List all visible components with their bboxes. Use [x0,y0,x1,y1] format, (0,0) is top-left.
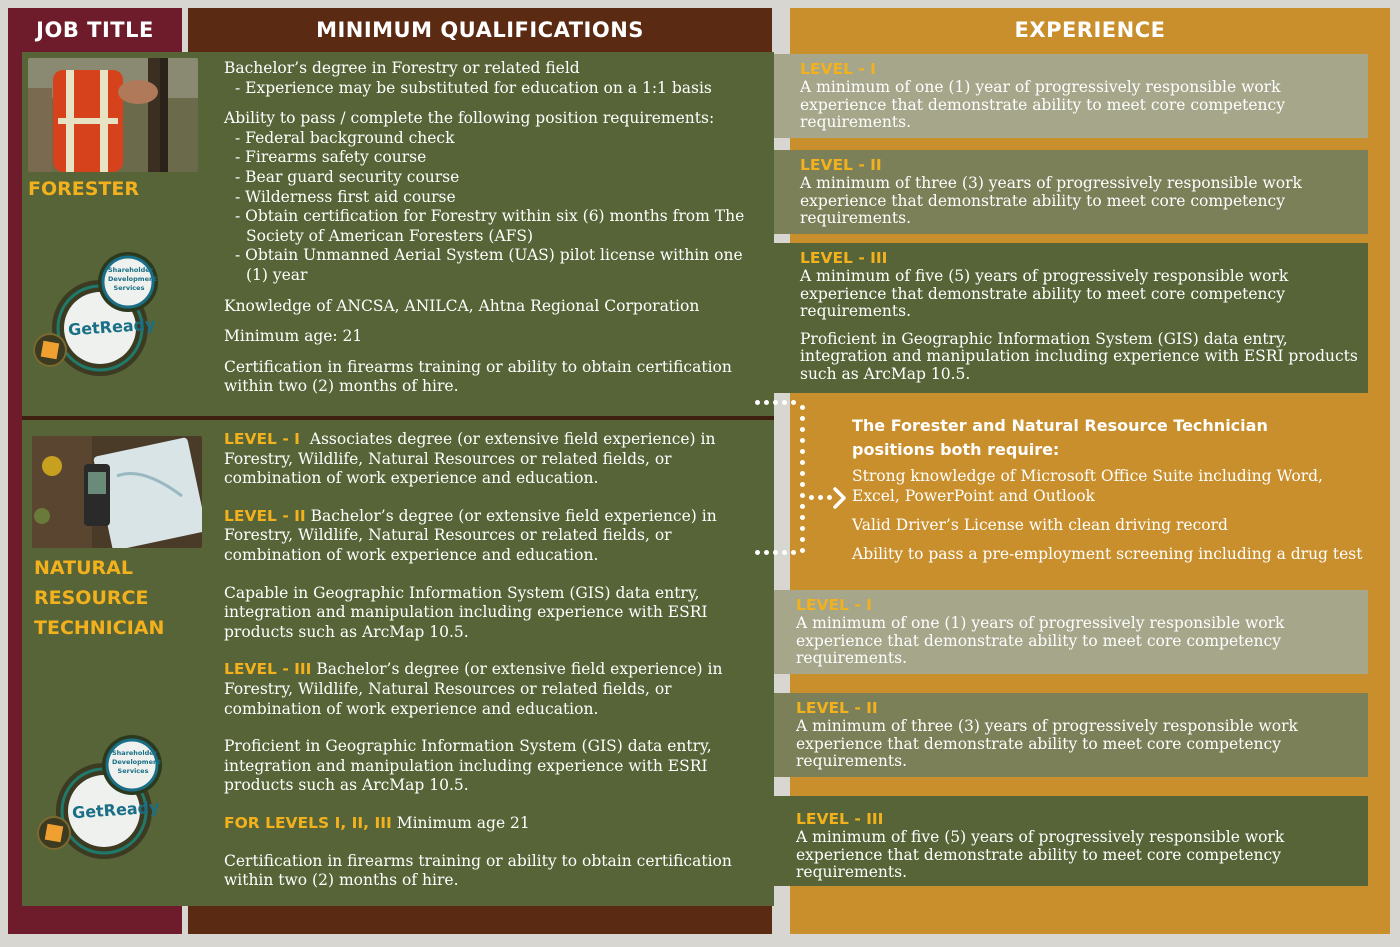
level-label: LEVEL - II [796,699,878,717]
tech-exp-level-1 [774,590,1368,674]
level-label: LEVEL - I [800,60,876,78]
tech-gis-proficient: Proficient in Geographic Information System (GIS) data entry, integration and manipulation including experience with ESRI products such as ArcMap 10.5. [224,737,712,795]
tech-all-levels: FOR LEVELS I, II, III Minimum age 21 [224,813,530,832]
forester-knowledge: Knowledge of ANCSA, ANILCA, Ahtna Regional Corporation [224,296,700,315]
tech-gis-capable: Capable in Geographic Information System (GIS) data entry, integration and manipulation including experience with ESRI products such as ArcMap 10.5. [224,583,708,641]
technician-qualifications [224,430,756,891]
shared-title-line-1: The Forester and Natural Resource Technician [852,416,1268,435]
logo-brand: GetReady [67,314,157,340]
list-item: Ability to pass a pre-employment screening including a drug test [852,545,1363,563]
list-item: - Bear guard security course [235,167,460,186]
logo-top-text: Shareholder Development Services [112,749,161,775]
logo-brand: GetReady [71,797,161,823]
min-qualifications-header: MINIMUM QUALIFICATIONS [316,18,644,42]
getready-logo [28,250,178,380]
forester-ability-intro: Ability to pass / complete the following position requirements: [224,109,715,128]
experience-header: EXPERIENCE [1014,18,1166,42]
shared-requirements [852,414,1364,564]
logo-top-text: Shareholder Development Services [108,266,157,292]
list-item: - Wilderness first aid course [235,187,456,206]
forester-firearms: Certification in firearms training or ability to obtain certification within two (2) months of hire. [224,357,732,396]
forester-exp-level-3 [774,243,1368,393]
tech-level-1-qual: LEVEL - I Associates degree (or extensive field experience) in Forestry, Wildlife, Natural Resources or related fields, or combination of work experience and education. [224,430,716,488]
list-item: Valid Driver’s License with clean driving record [852,516,1228,534]
level-extra-text: Proficient in Geographic Information System (GIS) data entry, integration and manipulation including experience with ESRI products such as ArcMap 10.5. [800,329,1358,383]
list-item: - Federal background check [235,128,455,147]
level-text: A minimum of five (5) years of progressively responsible work experience that demonstrate ability to meet core competency requirements. [796,828,1285,881]
level-text: A minimum of five (5) years of progressively responsible work experience that demonstrate ability to meet core competency requirements. [800,267,1289,320]
job-title-header: JOB TITLE [36,18,154,42]
forester-exp-level-1 [774,54,1368,138]
level-label: LEVEL - II [800,156,882,174]
tech-level-2-qual: LEVEL - II Bachelor’s degree (or extensive field experience) in Forestry, Wildlife, Natural Resources or related fields, or combination of work experience and education. [224,506,717,564]
list-item: Strong knowledge of Microsoft Office Suite including Word, Excel, PowerPoint and Outlook [852,467,1323,505]
level-text: A minimum of three (3) years of progressively responsible work experience that demonstrate ability to meet core competency requirements. [800,174,1302,227]
level-label: LEVEL - III [800,249,888,267]
forester-min-age: Minimum age: 21 [224,327,363,346]
forester-qualifications [224,59,752,397]
tech-firearms: Certification in firearms training or ability to obtain certification within two (2) months of hire. [224,851,732,890]
list-item: - Obtain Unmanned Aerial System (UAS) pilot license within one (1) year [235,246,743,284]
level-label: LEVEL - III [796,810,884,828]
technician-title: NATURAL RESOURCE TECHNICIAN [34,557,165,639]
forester-exp-level-2 [774,150,1368,234]
tech-exp-level-3 [774,796,1368,886]
shared-title-line-2: positions both require: [852,440,1060,459]
level-text: A minimum of one (1) years of progressively responsible work experience that demonstrate ability to meet core competency requirements. [796,614,1285,667]
tech-level-3-qual: LEVEL - III Bachelor’s degree (or extensive field experience) in Forestry, Wildlife, Natural Resources or related fields, or combination of work experience and education. [224,660,723,718]
forester-title: FORESTER [28,178,139,200]
level-text: A minimum of one (1) year of progressively responsible work experience that demonstrate ability to meet core competency requirements. [800,78,1285,131]
level-text: A minimum of three (3) years of progressively responsible work experience that demonstrate ability to meet core competency requirements. [796,717,1298,770]
forester-degree: Bachelor’s degree in Forestry or related field [224,59,580,77]
arrow-right-icon [832,486,848,510]
list-item: - Obtain certification for Forestry within six (6) months from The Society of American Foresters (AFS) [235,207,745,245]
forester-degree-sub: - Experience may be substituted for education on a 1:1 basis [235,78,712,97]
tech-exp-level-2 [774,693,1368,777]
list-item: - Firearms safety course [235,148,427,167]
getready-logo [32,733,182,863]
technician-photo [32,436,202,548]
level-label: LEVEL - I [796,596,872,614]
forester-photo [28,58,198,172]
